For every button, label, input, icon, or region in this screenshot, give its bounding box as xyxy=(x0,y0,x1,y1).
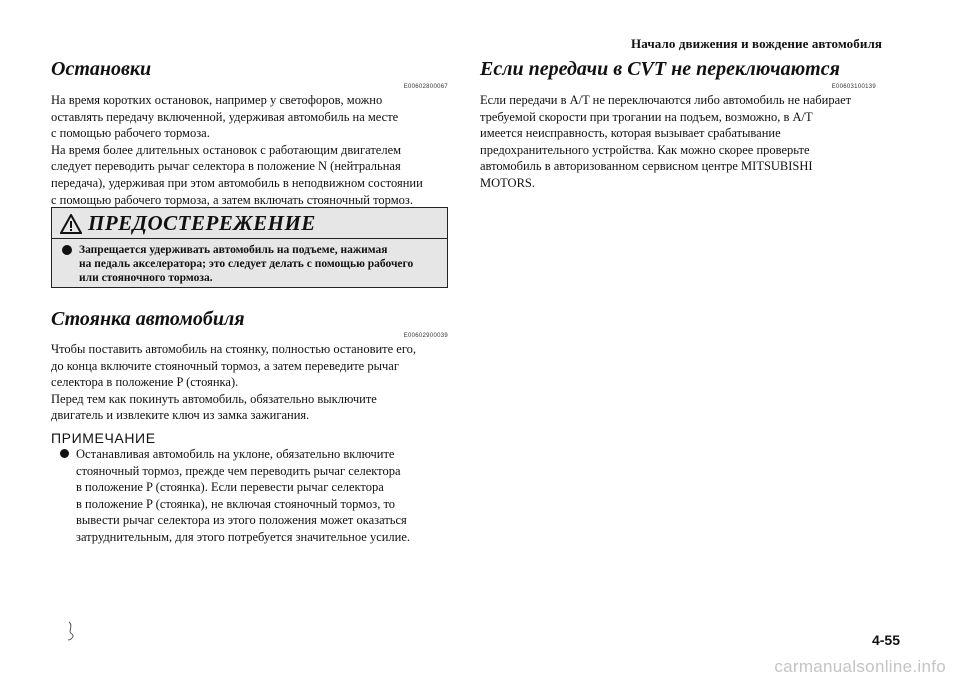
body-line: с помощью рабочего тормоза. xyxy=(51,126,210,141)
warning-title-text: ПРЕДОСТЕРЕЖЕНИЕ xyxy=(88,211,316,235)
warning-line: или стояночного тормоза. xyxy=(79,272,213,284)
cvt-body xyxy=(480,92,900,192)
body-line: с помощью рабочего тормоза, а затем включать стояночный тормоз. xyxy=(51,192,413,207)
cvt-heading: Если передачи в CVT не переключаются xyxy=(480,58,840,80)
note-body xyxy=(60,446,460,546)
warning-divider xyxy=(52,238,447,239)
page-number: 4-55 xyxy=(871,632,900,648)
body-line: до конца включите стояночный тормоз, а затем переведите рычаг xyxy=(51,358,399,373)
warning-box xyxy=(51,207,448,288)
warning-title xyxy=(60,211,316,236)
body-line: На время более длительных остановок с работающим двигателем xyxy=(51,142,402,157)
note-line: Останавливая автомобиль на уклоне, обязательно включите xyxy=(76,447,395,461)
note-label: ПРИМЕЧАНИЕ xyxy=(51,430,156,446)
body-line: автомобиль в авторизованном сервисном центре MITSUBISHI xyxy=(480,159,813,174)
watermark: carmanualsonline.info xyxy=(774,657,946,676)
stops-section xyxy=(51,58,448,81)
cvt-section xyxy=(480,58,880,81)
body-line: селектора в положение P (стоянка). xyxy=(51,375,239,390)
margin-mark xyxy=(66,620,76,642)
bullet-icon xyxy=(60,449,69,458)
note-line: затруднительным, для этого потребуется значительное усилие. xyxy=(76,529,411,544)
note-item xyxy=(60,446,460,546)
body-line: Если передачи в A/T не переключаются либо автомобиль не набирает xyxy=(480,93,852,107)
body-line: двигатель и извлеките ключ из замка зажигания. xyxy=(51,408,310,423)
parking-heading: Стоянка автомобиля xyxy=(51,308,245,330)
body-line: оставлять передачу включенной, удерживая автомобиль на месте xyxy=(51,109,399,124)
parking-code: E00602900039 xyxy=(403,333,448,339)
body-line: следует переводить рычаг селектора в положение N (нейтральная xyxy=(51,159,401,174)
running-header: Начало движения и вождение автомобиля xyxy=(631,36,882,51)
body-line: MOTORS. xyxy=(480,175,535,190)
note-line: в положение P (стоянка), не включая стояночный тормоз, то xyxy=(76,496,396,511)
body-line: требуемой скорости при трогании на подъем, возможно, в A/T xyxy=(480,109,813,124)
body-line: Перед тем как покинуть автомобиль, обязательно выключите xyxy=(51,391,377,406)
body-line: имеется неисправность, которая вызывает срабатывание xyxy=(480,126,781,141)
body-line: На время коротких остановок, например у светофоров, можно xyxy=(51,93,383,107)
cvt-code: E00603100139 xyxy=(831,84,876,90)
parking-body xyxy=(51,341,461,424)
note-line: стояночный тормоз, прежде чем переводить рычаг селектора xyxy=(76,463,401,478)
warning-line: Запрещается удерживать автомобиль на подъеме, нажимая xyxy=(79,244,388,256)
body-line: Чтобы поставить автомобиль на стоянку, полностью остановите его, xyxy=(51,342,417,356)
stops-body xyxy=(51,92,461,208)
parking-section xyxy=(51,308,448,331)
warning-item xyxy=(62,243,437,285)
warning-line: на педаль акселератора; это следует делать с помощью рабочего xyxy=(79,258,414,270)
body-line: предохранительного устройства. Как можно скорее проверьте xyxy=(480,142,810,157)
note-line: вывести рычаг селектора из этого положения может оказаться xyxy=(76,513,407,528)
bullet-icon xyxy=(62,245,72,255)
note-line: в положение P (стоянка). Если перевести рычаг селектора xyxy=(76,480,384,495)
stops-code: E00602800067 xyxy=(403,84,448,90)
body-line: передача), удерживая при этом автомобиль в неподвижном состоянии xyxy=(51,175,423,190)
warning-triangle-icon xyxy=(60,214,82,234)
stops-heading: Остановки xyxy=(51,58,152,80)
warning-list xyxy=(62,243,437,285)
